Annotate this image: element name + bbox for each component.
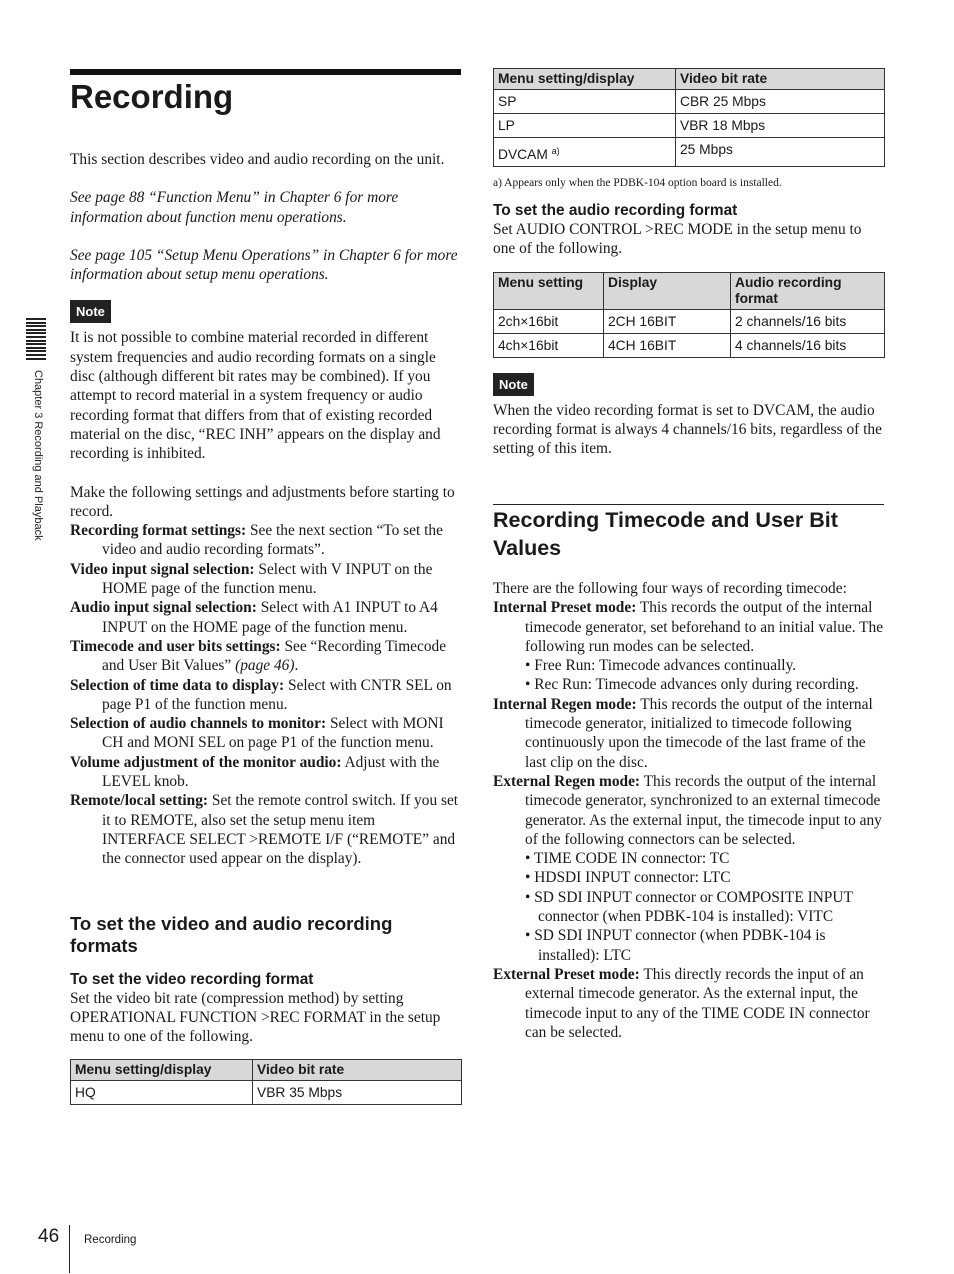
footnote-marker: a): [551, 146, 560, 156]
bullet-item: • Free Run: Timecode advances continually.: [525, 657, 797, 675]
bullet-item: • TIME CODE IN connector: TC: [525, 850, 730, 868]
table-row: [494, 90, 885, 114]
table-header: Menu setting/display: [71, 1060, 253, 1081]
settings-list: [70, 521, 462, 868]
setting-item: Recording format settings: See the next section “To set the video and audio recording formats”.: [70, 522, 443, 559]
settings-intro: Make the following settings and adjustments before starting to record.: [70, 483, 455, 520]
side-chapter-label: Chapter 3 Recording and Playback: [32, 370, 44, 541]
table-cell: 4CH 16BIT: [604, 333, 731, 357]
bullet-item: • Rec Run: Timecode advances only during recording.: [525, 676, 859, 694]
footer-rule: [69, 1225, 70, 1273]
table-cell: VBR 35 Mbps: [253, 1081, 462, 1105]
section-rule: [493, 504, 884, 505]
table-row: [494, 114, 885, 138]
table-cell: 2CH 16BIT: [604, 309, 731, 333]
bullet-item: • SD SDI INPUT connector (when PDBK-104 is installed): LTC: [525, 927, 826, 964]
audio-format-text: Set AUDIO CONTROL >REC MODE in the setup menu to one of the following.: [493, 221, 862, 258]
table-header: Menu setting/display: [494, 69, 676, 90]
page-reference-link[interactable]: (page 46): [235, 657, 295, 675]
setting-item: Audio input signal selection: Select with A1 INPUT to A4 INPUT on the HOME page of the function menu.: [70, 599, 438, 636]
bullet-item: • SD SDI INPUT connector or COMPOSITE INPUT connector (when PDBK-104 is installed): VITC: [525, 888, 853, 926]
table-cell: 2ch×16bit: [494, 309, 604, 333]
table-cell: SP: [494, 90, 676, 114]
table-header: Menu setting: [494, 272, 604, 309]
table-cell: 4ch×16bit: [494, 333, 604, 357]
table-header: Video bit rate: [676, 69, 885, 90]
video-bitrate-table: [70, 1059, 462, 1105]
table-cell: 2 channels/16 bits: [731, 309, 885, 333]
reference-setup-menu: See page 105 “Setup Menu Operations” in Chapter 6 for more information about setup menu operations.: [70, 246, 458, 284]
note-text: When the video recording format is set to DVCAM, the audio recording format is always 4 channels/16 bits, regardless of the setting of this item.: [493, 401, 882, 458]
table-row: [494, 138, 885, 167]
footer-label: Recording: [84, 1234, 137, 1246]
mode-item: External Preset mode: This directly records the input of an external timecode generator. As the external input, the timecode input to any of the TIME CODE IN connector can be selected.: [493, 965, 870, 1041]
timecode-section: [493, 506, 885, 1042]
table-cell: CBR 25 Mbps: [676, 90, 885, 114]
right-column: [493, 68, 885, 458]
note-badge: Note: [70, 300, 111, 323]
heading-audio-format: To set the audio recording format: [493, 202, 738, 219]
audio-format-table: [493, 272, 885, 358]
heading-video-format: To set the video recording format: [70, 970, 314, 988]
table-row: [494, 333, 885, 357]
setting-item: Remote/local setting: Set the remote control switch. If you set it to REMOTE, also set the setup menu item INTERFACE SELECT >REMOTE I/F (“REMOTE” and the connector used appear on the display).: [70, 792, 459, 868]
note-text: It is not possible to combine material recorded in different system frequencies and audio recording formats on a single disc (although different bit rates may be combined). If you attempt to record material in a system frequency or audio recording format that differs from that of existing recorded material on the disc, “REC INH” appears on the display and recording is inhibited.: [70, 329, 441, 463]
table-header: Audio recording format: [731, 272, 885, 309]
table-row: [71, 1081, 462, 1105]
left-column: [70, 150, 462, 1105]
setting-item: Timecode and user bits settings: See “Recording Timecode and User Bit Values” (page 46).: [70, 637, 447, 675]
timecode-intro: There are the following four ways of recording timecode:: [493, 580, 847, 597]
table-header: Display: [604, 272, 731, 309]
page-title: Recording: [70, 78, 234, 115]
setting-item: Video input signal selection: Select with V INPUT on the HOME page of the function menu.: [70, 560, 433, 598]
table-cell: HQ: [71, 1081, 253, 1105]
mode-item: External Regen mode: This records the output of the internal timecode generator, synchronized to an external timecode generator. As the external input, the timecode input to any of the following connectors can be selected.: [493, 772, 882, 848]
video-bitrate-table-2: [493, 68, 885, 167]
bullet-item: • HDSDI INPUT connector: LTC: [525, 869, 731, 887]
table-cell: DVCAM $^{a)}$: [494, 138, 676, 167]
intro-text: This section describes video and audio recording on the unit.: [70, 151, 445, 168]
heading-timecode: Recording Timecode and User Bit Values: [493, 508, 838, 560]
mode-item: Internal Regen mode: This records the output of the internal timecode generator, initialized to timecode following continuously upon the timecode of the last frame of the last clip on the disc.: [493, 695, 873, 771]
table-header: Video bit rate: [253, 1060, 462, 1081]
setting-item: Volume adjustment of the monitor audio: Adjust with the LEVEL knob.: [70, 753, 440, 791]
chapter-tab-marker: [26, 318, 46, 362]
footnote: a) Appears only when the PDBK-104 option board is installed.: [493, 177, 782, 189]
title-bar-rule: [70, 69, 461, 75]
mode-item: Internal Preset mode: This records the output of the internal timecode generator, set beforehand to an initial value. The following run modes can be selected.: [493, 599, 884, 655]
page-number: 46: [38, 1226, 60, 1247]
setting-item: Selection of audio channels to monitor: Select with MONI CH and MONI SEL on page P1 of the function menu.: [70, 715, 444, 752]
reference-function-menu: See page 88 “Function Menu” in Chapter 6 for more information about function menu operations.: [70, 189, 399, 226]
setting-item: Selection of time data to display: Select with CNTR SEL on page P1 of the function menu.: [70, 676, 452, 713]
table-cell: 25 Mbps: [676, 138, 885, 167]
video-format-text: Set the video bit rate (compression method) by setting OPERATIONAL FUNCTION >REC FORMAT in the setup menu to one of the following.: [70, 989, 441, 1046]
table-cell: LP: [494, 114, 676, 138]
table-row: [494, 309, 885, 333]
table-cell: VBR 18 Mbps: [676, 114, 885, 138]
table-cell: 4 channels/16 bits: [731, 333, 885, 357]
heading-formats: To set the video and audio recording formats: [70, 912, 393, 956]
note-badge: Note: [493, 373, 534, 396]
